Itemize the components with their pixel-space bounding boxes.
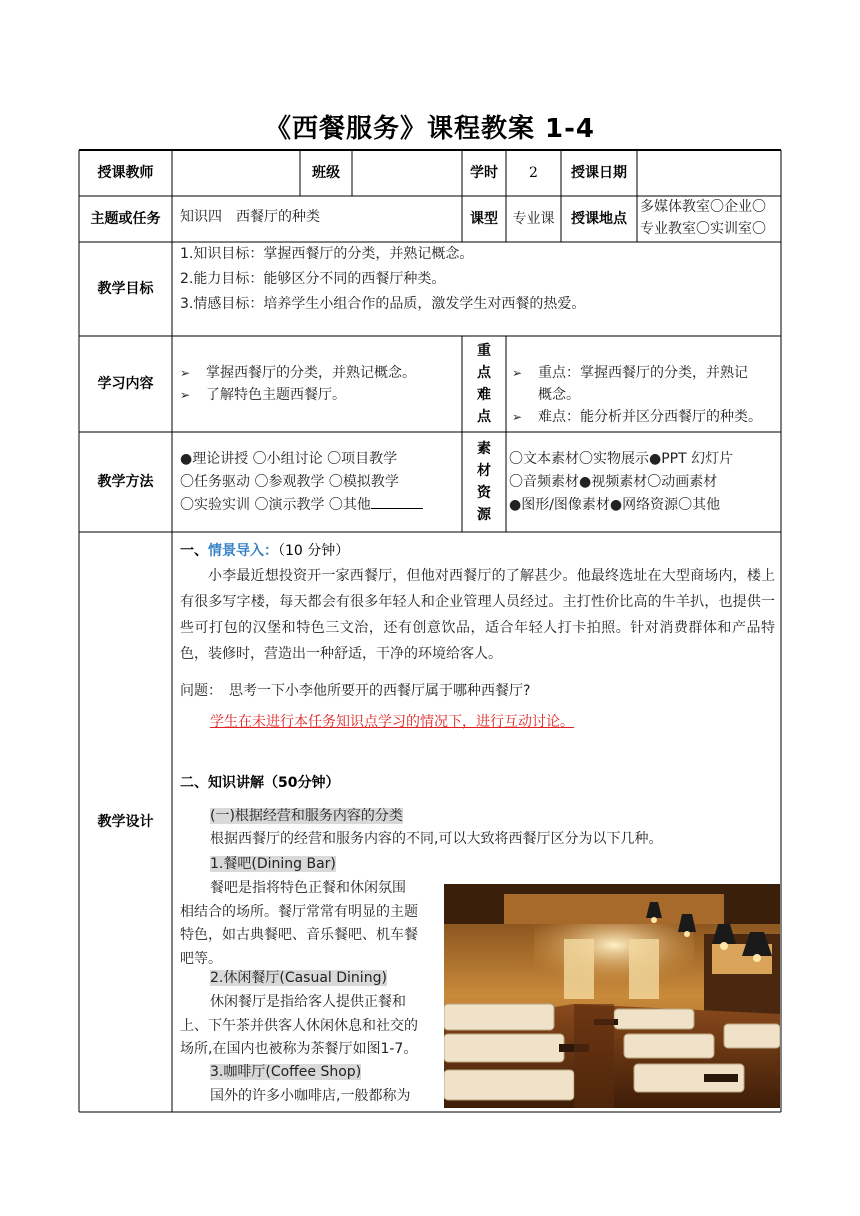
methods-line: 〇任务驱动 〇参观教学 〇模拟教学 [180,474,399,490]
subsection-1-paragraph: 根据西餐厅的经营和服务内容的不同,可以大致将西餐厅区分为以下几种。 [210,831,663,847]
list-item: ➢ 重点：掌握西餐厅的分类，并熟记 [512,362,780,384]
list-item: ➢ 了解特色主题西餐厅。 [180,384,460,406]
methods-label: 教学方法 [97,474,154,490]
place-options [640,196,781,240]
type-1-text: 餐吧是指将特色正餐和休闲氛围 相结合的场所。餐厅常常有明显的主题 特色，如古典餐吧、音乐餐吧、机车餐 吧等。 [180,880,418,967]
list-item: ➢ 掌握西餐厅的分类，并熟记概念。 [180,362,460,384]
objective-item: 1.知识目标：掌握西餐厅的分类，并熟记概念。 [180,246,474,262]
arrow-bullet-icon: ➢ [512,410,523,424]
red-note: 学生在未进行本任务知识点学习的情况下，进行互动讨论。 [210,714,574,730]
section-1-heading: 一、情景导入：（10 分钟） [180,543,350,559]
objective-item: 2.能力目标：能够区分不同的西餐厅种类。 [180,271,446,287]
date-label: 授课日期 [571,165,627,181]
type-label: 课型 [470,211,498,227]
question-text: 问题： 思考一下小李他所要开的西餐厅属于哪种西餐厅? [180,683,531,699]
section-1-title: 情景导入： [208,543,278,559]
arrow-bullet-icon: ➢ [512,366,523,380]
restaurant-interior-image [444,884,780,1108]
place-line-1: 多媒体教室〇企业〇 [640,199,766,215]
methods-options [180,448,462,517]
scenario-paragraph: 小李最近想投资开一家西餐厅，但他对西餐厅的了解甚少。他最终选址在大型商场内，楼上有很多写字楼，每天都会有很多年轻人和企业管理人员经过。主打性价比高的牛羊扒，也提供一些可打包的汉堡和特色三文治，还有创意饮品，适合年轻人打卡拍照。针对消费群体和产品特色，装修时，营造出一种舒适，干净的环境给客人。 [180,568,775,662]
hours-value: 2 [529,165,538,181]
hours-label: 学时 [470,165,498,181]
design-label: 教学设计 [97,814,154,830]
type-value: 专业课 [512,211,555,227]
arrow-bullet-icon: ➢ [180,366,191,380]
content-label: 学习内容 [97,376,154,392]
list-item: ➢ 难点：能分析并区分西餐厅的种类。 [512,406,780,428]
teacher-value [172,150,300,196]
class-value [352,150,462,196]
blank-line [371,494,423,509]
date-value [637,150,781,196]
arrow-bullet-icon: ➢ [180,388,191,402]
type-3-text: 国外的许多小咖啡店,一般都称为 [210,1088,411,1104]
type-2-text: 休闲餐厅是指给客人提供正餐和 上、下午茶并供客人休闲休息和社交的 场所,在国内也被称为茶餐厅如图1-7。 [180,994,418,1057]
resources-options [509,448,781,517]
key-difficulty-label: 重 点 难 点 [477,343,491,425]
resources-line: ●图形/图像素材●网络资源〇其他 [509,497,721,513]
place-label: 授课地点 [571,211,627,227]
page-title: 《西餐服务》课程教案 1-4 [264,114,596,144]
methods-line: 〇实验实训 〇演示教学 〇其他 [180,494,462,517]
topic-label: 主题或任务 [90,211,161,227]
restaurant-photo [444,884,780,1108]
topic-value: 知识四 西餐厅的种类 [180,209,320,225]
objectives-label: 教学目标 [97,281,154,297]
type-1-title: 1.餐吧(Dining Bar) [210,856,336,872]
objectives-list [180,242,775,317]
teacher-label: 授课教师 [97,165,154,181]
content-list [180,362,460,406]
resources-label: 素 材 资 源 [477,441,491,523]
type-3-title: 3.咖啡厅(Coffee Shop) [210,1064,362,1080]
methods-line: ●理论讲授 〇小组讨论 〇项目教学 [180,451,398,467]
key-difficulty-list [512,362,780,428]
class-label: 班级 [312,165,340,181]
resources-line: 〇文本素材〇实物展示●PPT 幻灯片 [509,451,734,467]
type-2-title: 2.休闲餐厅(Casual Dining) [210,970,387,986]
section-2-heading: 二、知识讲解（50分钟） [180,775,340,791]
key-point-continued: 概念。 [538,387,580,403]
place-line-2: 专业教室〇实训室〇 [640,221,766,237]
objective-item: 3.情感目标：培养学生小组合作的品质，激发学生对西餐的热爱。 [180,296,586,312]
resources-line: 〇音频素材●视频素材〇动画素材 [509,474,718,490]
subsection-1-title: (一)根据经营和服务内容的分类 [210,808,403,824]
